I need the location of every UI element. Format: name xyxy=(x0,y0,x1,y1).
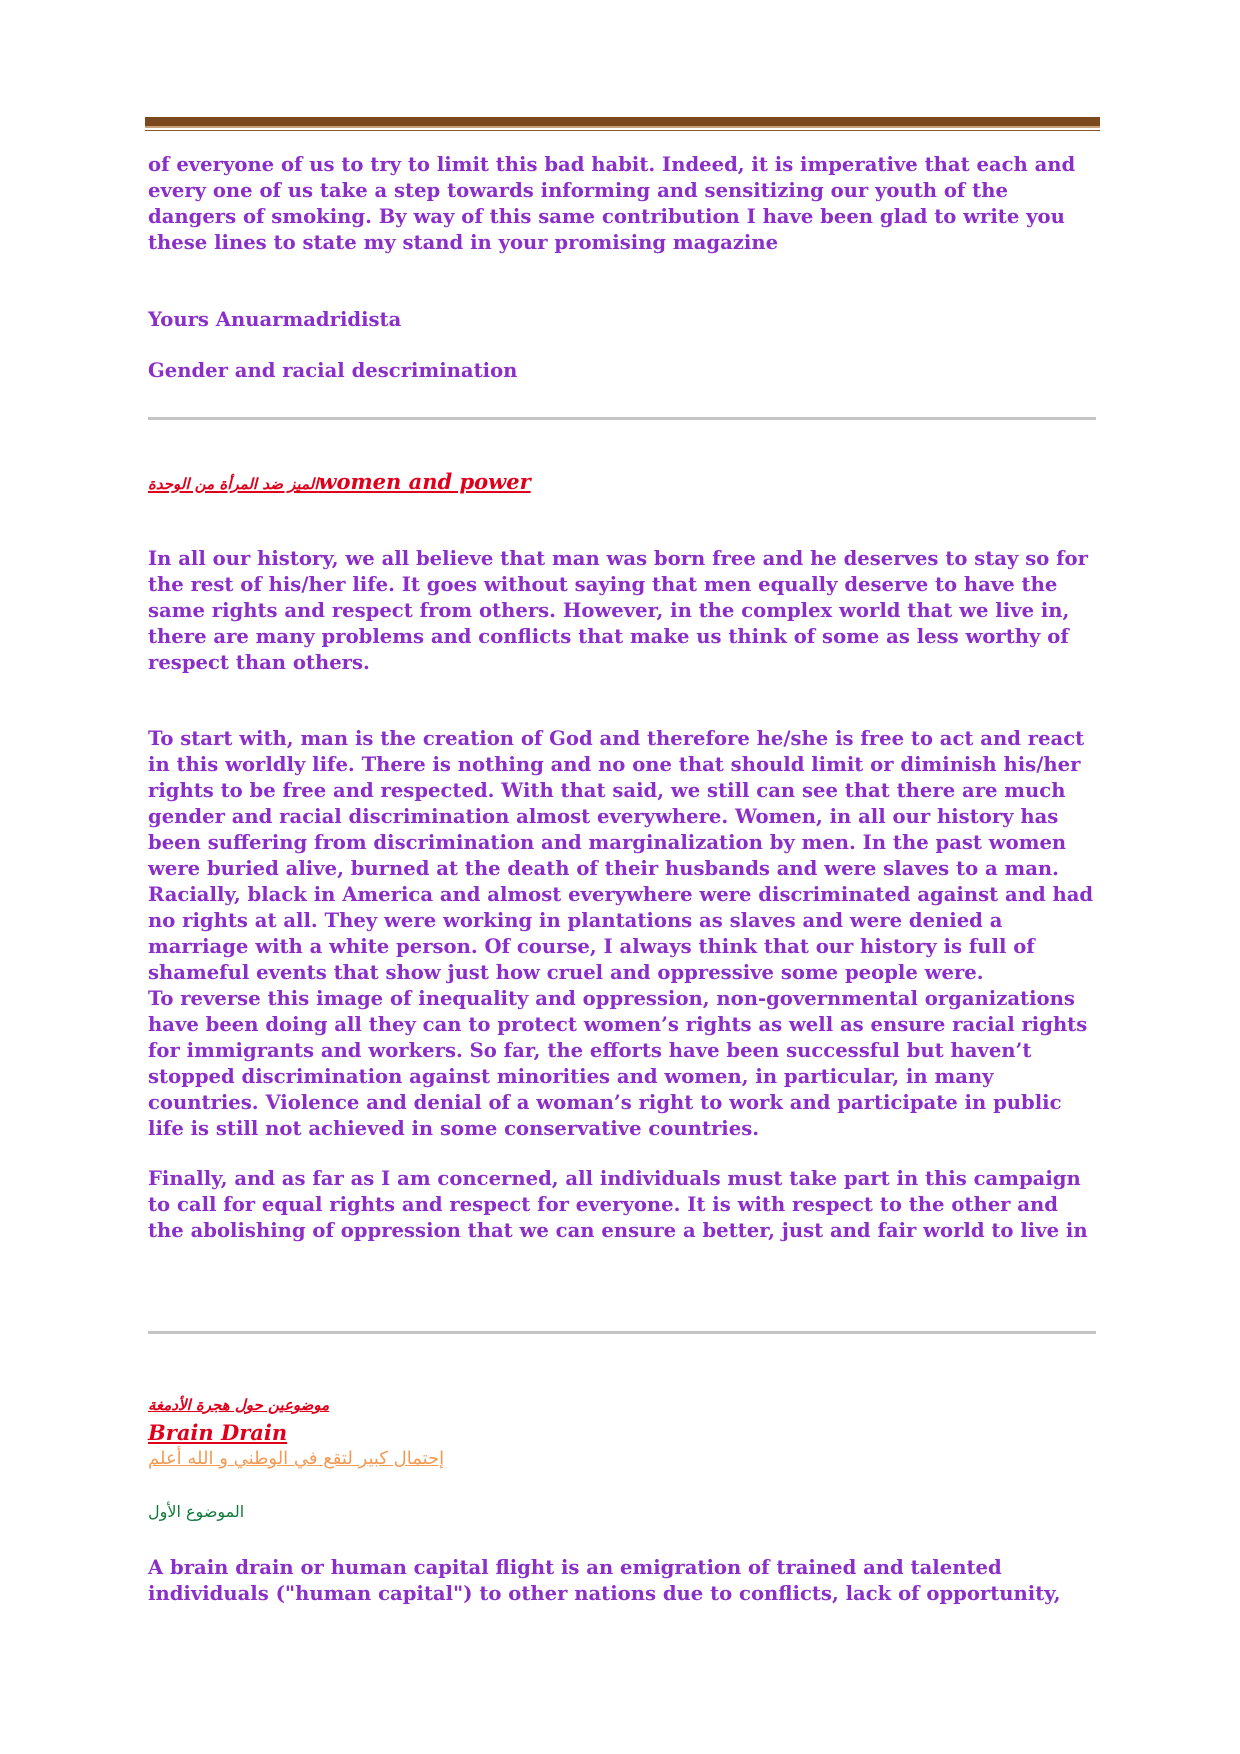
first-topic-subtitle: الموضوع الأول xyxy=(148,1502,245,1521)
brain-drain-paragraph: A brain drain or human capital flight is an emigration of trained and talented individuals ("human capital") to other nations due to conflicts, lack of opportunity, xyxy=(148,1556,1061,1605)
women-power-paragraph-3: To reverse this image of inequality and oppression, non-governmental organizations have been doing all they can to protect women’s rights as well as ensure racial rights for immigrants and workers. So far, the efforts have been successful but haven’t stopped discrimination against minorities and women, in particular, in many countries. Violence and denial of a woman’s right to work and participate in public life is still not achieved in some conservative countries. xyxy=(148,987,1088,1140)
women-power-paragraph-1: In all our history, we all believe that man was born free and he deserves to stay so for the rest of his/her life. It goes without saying that men equally deserve to have the same rights and respect from others. However, in the complex world that we live in, there are many problems and conflicts that make us think of some as less worthy of respect than others. xyxy=(148,547,1088,674)
divider xyxy=(148,1331,1096,1334)
women-power-title-english: women and power xyxy=(318,469,531,494)
women-power-paragraph-4: Finally, and as far as I am concerned, all individuals must take part in this campaign to call for equal rights and respect for everyone. It is with respect to the other and the abolishing of oppression that we can ensure a better, just and fair world to live in xyxy=(148,1167,1088,1242)
brain-drain-title: Brain Drain xyxy=(148,1420,288,1445)
brain-drain-note: إحتمال كبير لتقع في الوطني و الله أعلم xyxy=(148,1448,445,1469)
smoking-paragraph: of everyone of us to try to limit this bad habit. Indeed, it is imperative that each and every one of us take a step towards informing and sensitizing our youth of the dangers of smoking. By way of this same contribution I have been glad to write you these lines to state my stand in your promising magazine xyxy=(148,153,1076,254)
women-power-title-arabic: الميز ضد المرأة من الوحدة xyxy=(148,475,319,493)
header-rule xyxy=(145,117,1100,128)
divider xyxy=(148,417,1096,420)
women-power-paragraph-2: To start with, man is the creation of God and therefore he/she is free to act and react in this worldly life. There is nothing and no one that should limit or diminish his/her rights to be free and respected. With that said, we still can see that there are much gender and racial discrimination almost everywhere. Women, in all our history has been suffering from discrimination and marginalization by men. In the past women were buried alive, burned at the death of their husbands and were slaves to a man. Racially, black in America and almost everywhere were discriminated against and had no rights at all. They were working in plantations as slaves and were denied a marriage with a white person. Of course, I always think that our history is full of shameful events that show just how cruel and oppressive some people were. xyxy=(148,727,1094,984)
brain-drain-title-arabic: موضوعين حول هجرة الأدمغة xyxy=(148,1396,330,1414)
women-power-title xyxy=(148,469,531,494)
next-topic-heading: Gender and racial descrimination xyxy=(148,359,518,382)
signature: Yours Anuarmadridista xyxy=(148,308,402,331)
